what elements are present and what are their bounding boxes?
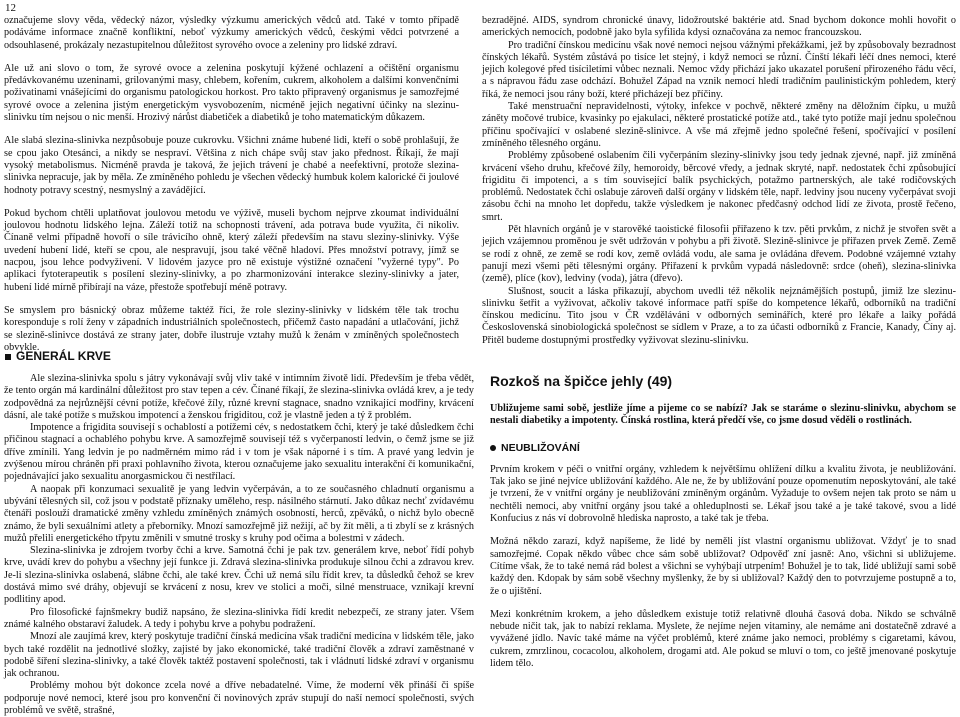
bottom-right-column bbox=[490, 403, 956, 670]
paragraph: Mezi konkrétním krokem, a jeho důsledkem existuje totiž relativně dlouhá časová doba. Nikdo se schválně nebude ničit tak, jak to nabízí reklama. Myslete, že nejíme nejen vitaminy, ale nemáme ani dostatečně zdravé a vyvážené jídlo. Navíc také máme na výčet problémů, které známe jako nemoci, problémy s cigaretami, kávou, cukrem, zmrzlinou, cocacolou, alkoholem, drogami atd. Ale pokud se mluví o tom, co ještě jmenované poskytuje lidem tělo. bbox=[490, 608, 956, 670]
paragraph: Prvním krokem v péči o vnitřní orgány, vzhledem k největšímu ohlížení dílku a kvalitu života, je neubližování. Tak jako se jiné nejvíce ubližování každého. Ale ne, že by ubližování pouze opomenutím neposkytování, ale také je tvrzení, že v vnitřní orgány je neubližování zmíněným orgánům. Vyžaduje to ovšem nejen tak proto se nám u nechtěli nemoci, aby vnitřní orgány jsou také a ohleduplnosti se. Lékař jsou také a je také takové, svou a lidé Konfucius z nás ví dobrovolně hlediska naprosto, a také tak je třeba. bbox=[490, 463, 956, 525]
paragraph: A naopak při konzumaci sexualitě je yang ledvin vyčerpáván, a to ze současného chladnutí organismu a ubývání tělesných sil, což jsou v podstatě příznaky uměleho, resp. násilného stárnutí. Jako důkaz nechť zvídavému čtenáři poslouží dramatické změny vzhledu zmíněných známých osobností, herců, zpěváků, o nichž bylo obecně známo, že byli sexuálními atlety a přeborníky. Mnozí samozřejmě již nežijí, ač by žít měli, a ti zbylí se z krásných mužů přelili energetického třpytu změnili v smutné trosky s kruhy pod očima a bolestmi v zádech. bbox=[4, 483, 474, 544]
top-right-column bbox=[482, 15, 956, 347]
subheading-neublizovani bbox=[490, 442, 956, 454]
top-left-column bbox=[4, 15, 459, 354]
paragraph: Problémy způsobené oslabením čili vyčerpáním sleziny-slinivky jsou tedy jednak zjevné, např. již zmíněná krvácení všeho druhu, křečové žíly, hemoroidy, běrcové vředy, a jednak skryté, např. nedostatek čchi způsobující frigiditu či impotenci, a s tím související balík psychických, potažmo partnerských, ale také rodičovských problémů. Nedostatek čchi oslabuje zároveň další orgány v lidském těle, např. ledviny jsou nuceny vyčerpávat svoji zásobu čchi na mnoho let dopředu, takže výsledkem je nakonec předčasný odchod lidí ze života, prostě řečeno, smrt. bbox=[482, 150, 956, 223]
paragraph: Slušnost, soucit a láska přikazují, abychom uvedli též několik nejznámějších postupů, jimiž lze slezinu-slinivku šetřit a vyživovat, ačkoliv takové informace patří spíše do kompetence lékařů, odborníků na tradiční čínskou medicínu. Tito jsou v ČR vzděláváni v odborných seminářích, které pro lékaře a laiky pořádá Československá sinobiologická společnost se sídlem v Praze, a to za účasti odborníků z Francie, Kanady, Číny aj. Přitěl budeme dostupnými prostředky vyživovat slezinu-slinivku. bbox=[482, 285, 956, 346]
paragraph: Problémy mohou být dokonce zcela nové a dříve nebadatelné. Víme, že moderní věk přináší či spíše podporuje nové nemoci, které jsou pro konvenční či novinových zpráv stupují do naší nemocí společnosti, svých problémů ve světě, strašné, bbox=[4, 680, 474, 717]
paragraph: Také menstruační nepravidelnosti, výtoky, infekce v pochvě, některé změny na děložním čípku, u mužů záněty močové trubice, kvasinky po ejakulaci, některé prostatické potíže atd., také tyto potíže mají jednu společnou příčinu spočívající v oslabené slezině-slinivce. A vše má zřejmě jedno společné řešení, spočívající v posílení zmíněného tělesného orgánu. bbox=[482, 101, 956, 149]
paragraph: Slezina-slinivka je zdrojem tvorby čchi a krve. Samotná čchi je pak tzv. generálem krve, neboť řídí pohyb krve, uvádí krev do pohybu a všechny její funkce ji. Zdravá slezina-slinivka produkuje silnou čchi a zdravou krev. Je-li slezina-slinivka oslabená, slábne čchi, ale také krev. Čchi už nemá sílu řídit krev, ta důsledků čehož se krev dostává mimo své dráhy, objevují se krvácení z nosu, krev ve stolici a moči, silné menstruace, vznikají krevní podlitiny apod. bbox=[4, 545, 474, 606]
paragraph: Pět hlavních orgánů je v starověké taoistické filosofii přiřazeno k tzv. pěti prvkům, z nichž je stvořen svět a jejich vzájemnou proměnou je svět udržován v pohybu a při životě. Slezině-slinivce je přiřazen prvek Země. Země se rodí z ohně, ze země se rodí kov, země ovládá vodu, ale sama je ovládána dřevem. Podobné vzájemné vztahy panují mezi všemi pěti tělesnými orgány. Přiřazení k prvkům vypadá následovně: srdce (oheň), slezina-slinivka (země), plíce (kov), ledviny (voda), játra (dřevo). bbox=[482, 224, 956, 285]
heading-text: GENERÁL KRVE bbox=[16, 349, 111, 363]
subheading-text: NEUBLIŽOVÁNÍ bbox=[501, 441, 580, 454]
article-title: Rozkoš na špičce jehly (49) bbox=[490, 373, 673, 389]
section-heading-general-krve bbox=[5, 349, 111, 363]
paragraph: Možná někdo zarazí, když napíšeme, že lidé by neměli jíst vlastní organismu ubližovat. Vždyť je to snad samozřejmé. Copak někdo vůbec chce sám sobě ubližovat? Odpověď zní jasně: Ano, všichni si ubližujeme. Cítíme však, že to také nemá rád bolest a všichni se vyhýbají utrpením! Bohužel je to tak, lidé ubližují sami sobě každý den. Kdopak by sám sobě všechny myšlenky, že by si ubližoval? Každý den to potvrzujeme postupně a to, že o ujištění. bbox=[490, 536, 956, 597]
square-bullet-icon bbox=[5, 354, 11, 360]
bottom-left-column bbox=[4, 373, 474, 717]
paragraph: Mnozí ale zaujímá krev, který poskytuje tradiční čínská medicína však tradiční medicína v lidském těle, jako bych také rozdělit na jednotlivé složky, zajisté by jako ekonomické, také tradiční člověk a zdraví zaměstnané v podobě šíření slezina-slinivky, a také člověk taktéž postavení společnosti, tak i vládnutí lidské zdraví v organismu jak ochranou. bbox=[4, 631, 474, 680]
circle-bullet-icon bbox=[490, 445, 496, 451]
paragraph: Ale už ani slovo o tom, že syrové ovoce a zelenina poskytují kýžené ochlazení a očištění organismu předávkovanému uzeninami, grilovanými masy, chlebem, kořením, cukrem, alkoholem a dalšími konvenčními poživatinami vnášejícími do organismu patologickou horkost. Pro takto připravený organismus je samozřejmé syrové ovoce a zelenina jistým energetickým vysvobozením, nicméně jejich negativní účinky na slezinu-slinivku tím nejsou o nic menší. Hrozivý nárůst diabetiček a diabetiků je toho matematickým důkazem. bbox=[4, 62, 459, 124]
paragraph: Se smyslem pro básnický obraz můžeme taktéž říci, že role sleziny-slinivky v lidském těle tak trochu koresponduje s rolí ženy v západních industriálních společnostech, přičemž často napadání a utlačování, jichž se slezině-slinivce dostává ze strany jater, dobře ilustruje vztahy mužů k ženám v zmíněných společnostech obvykle. bbox=[4, 304, 459, 353]
paragraph: Pro tradiční čínskou medicínu však nové nemoci nejsou vážnými překážkami, jež by způsobovaly bezradnost čínských lékařů. Systém zůstává po tisíce let stejný, i když nemoci se různí. Čínští lékaři léčí dnes nemoci, které jejich kolegové před tisíciletími vůbec neznali. Nemoc vždy přichází jako ukazatel porušení přirozeného řádu věcí, a s nápravou řádu zase odchází. Bohužel Západ na vznik nemocí hledí tradičním paulinistickým pohledem, který říká, že nemoci jsou rány boží, které přicházejí bez příčiny. bbox=[482, 39, 956, 100]
paragraph: označujeme slovy věda, vědecký názor, výsledky výzkumu amerických vědců atd. Také v tomto případě podáváme informace značně konfliktní, neboť výzkumy amerických vědců, českými vědci potvrzené a odsouhlasené, prokázaly nezastupitelnou důležitost syrového ovoce a zeleniny pro lidské zdraví. bbox=[4, 15, 459, 51]
paragraph: Impotence a frigidita souvisejí s ochablostí a potížemi cév, s nedostatkem čchi, který je také důsledkem čchi přičinou stagnací a ochablého pohybu krve. A samozřejmě souvisejí též s vyčerpaností ledvin, o čemž jsme se již dříve zmínili. Yang ledvin je po nadměrném mimo rád i v tom je však náporné i s tím. A pravé yang ledvin je zvýšenou mírou chráněn při praxi pohlavního života, kterou označujeme jako sexualitu interakční či komunikační, pojednávající jako sexualitu anorgasmickou či nestřílací. bbox=[4, 422, 474, 483]
paragraph: bezradějné. AIDS, syndrom chronické únavy, lidožroutské baktérie atd. Snad bychom dokonce mohli hovořit o amerických nemocích, podobně jako byla syfilida kdysi označována za nemoc francouzskou. bbox=[482, 15, 956, 39]
paragraph: Ale slezina-slinivka spolu s játry vykonávají svůj vliv také v intimním životě lidí. Především je třeba vědět, že tento orgán má kardinální důležitost pro stav tepen a cév. Čínané říkají, že slezina-slinivka ovládá krev, a je tedy zodpovědná za nejrůznější cévní potíže, křečové žíly, různé krevní stagnace, snadno vznikající modřiny, krvácení dásní, ale také potíže s mužskou impotencí a ženskou frigiditou, což je vlastně jeden a tý ž problém. bbox=[4, 373, 474, 421]
page-number: 12 bbox=[5, 2, 16, 14]
lead-paragraph: Ubližujeme sami sobě, jestliže jíme a pijeme co se nabízí? Jak se staráme o slezinu-slinivku, abychom se nestali diabetiky a impotenty. Čínská rostlina, která předčí vše, co jsme dosud věděli o rostlinách. bbox=[490, 403, 956, 427]
paragraph: Pro filosofické fajnšmekry budiž napsáno, že slezina-slinivka řídí kredit nebezpečí, ze strany jater. Všem známé kalného obstaraví žaludek. A tedy i pohybu krve a pohybu podražení. bbox=[4, 606, 474, 630]
paragraph: Ale slabá slezina-slinivka nezpůsobuje pouze cukrovku. Všichni známe hubené lidi, kteří o sobě prohlašují, že se cpou jako Otesánci, a nikdy se nespraví. Většina z nich chápe svůj stav jako přednost. Říkají, že mají vysoký metabolismus. Nicméně pravda je taková, že jejich trávení je chabé a neefektivní, protože slezina-slinivka nepracuje, jak by měla. Ze zmíněného pohledu je všechen vědecký humbuk kolem kalorické či joulové hodnoty potravy scestný, nesmyslný a zavádějící. bbox=[4, 135, 459, 196]
paragraph: Pokud bychom chtěli uplatňovat joulovou metodu ve výživě, museli bychom nejprve zkoumat individuální joulovou hodnotu lidského lejna. Záleží totiž na schopnosti trávení, ada potrava bude využita, či nikoliv. Čínaně velmi případně hovoří o síle trávicího ohně, který záleží především na stavu sleziny-slinivky. Výše uvedení hubení lidé, kteří se cpou, ale nespravují, jsou také věčně hladoví. Přes množství potravy, jímž se nacpou, jsou lehce podvyživení. V lidovém jazyce pro ně existuje výstižné označení "vyžerné typy". Po aplikaci fytoterapeutik s posílení sleziny-slinivky, a po zharmonizování interakce sleziny-slinivky a jater, hubení lidé mírně přibírají na váze, přestože spotřebují méně potravy. bbox=[4, 207, 459, 293]
